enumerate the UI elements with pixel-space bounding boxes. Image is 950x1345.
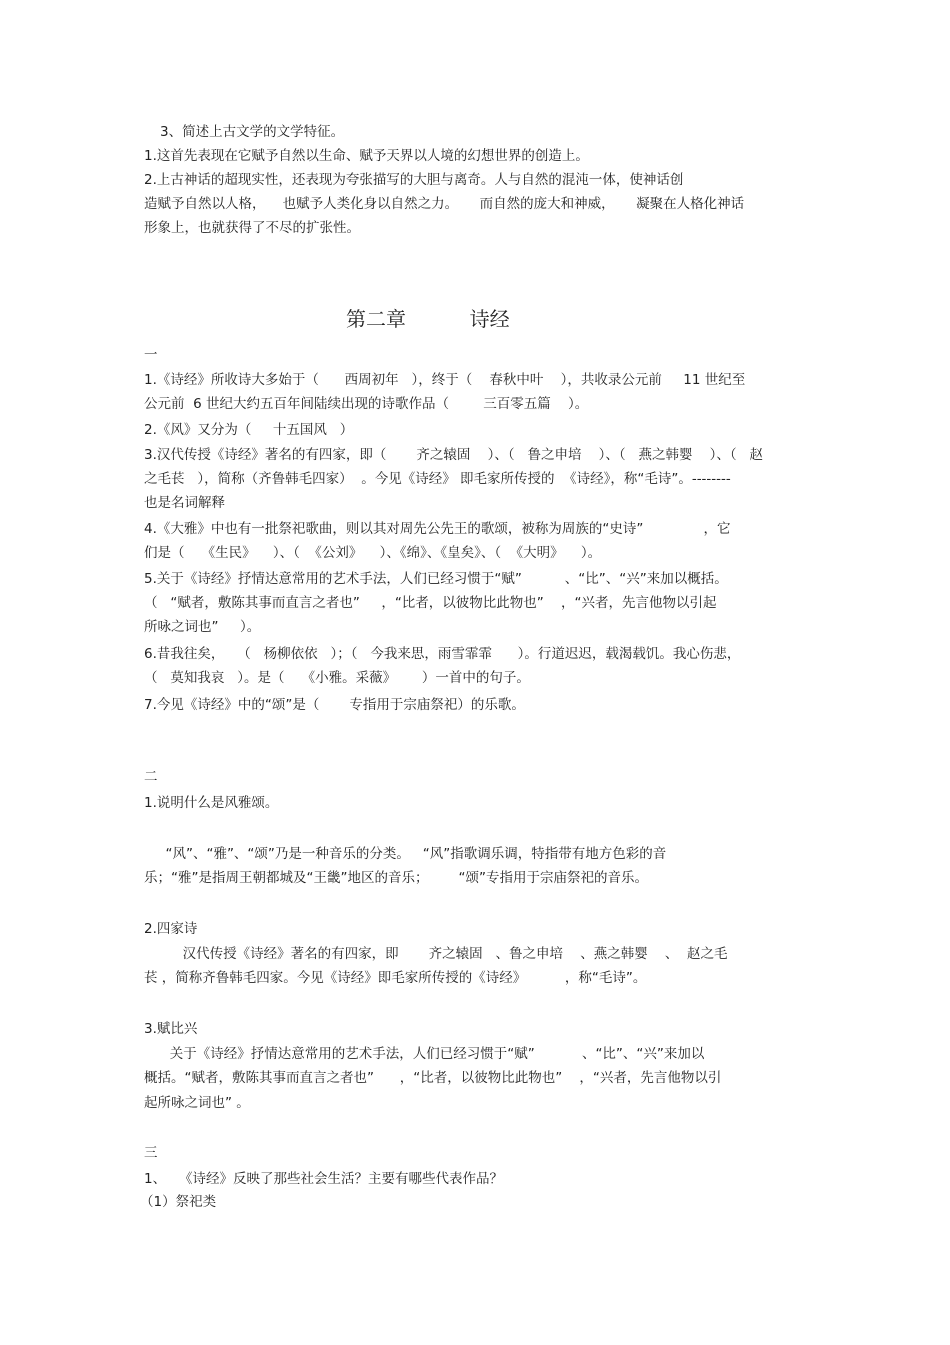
q1-body-line: 乐；“雅”是指周王朝都城及“王畿”地区的音乐； “颂”专指用于宗庙祭祀的音乐。 (144, 870, 649, 886)
part-one-line: 4.《大雅》中也有一批祭祀歌曲，则以其对周先公先王的歌颂，被称为周族的“史诗” ，它 (144, 521, 731, 537)
part-one-heading: 一 (144, 347, 158, 363)
q3-body-line: 关于《诗经》抒情达意常用的艺术手法，人们已经习惯于“赋” 、“比”、“兴”来加以 (144, 1046, 705, 1062)
part-three-line: （1）祭祀类 (140, 1194, 217, 1210)
top-line-4: 形象上，也就获得了不尽的扩张性。 (144, 220, 360, 236)
q3-body-line: 起所咏之词也” 。 (144, 1095, 250, 1111)
chapter-title: 第二章 诗经 (346, 307, 510, 331)
part-one-line: 1.《诗经》所收诗大多始于（ 西周初年 ），终于（ 春秋中叶 ），共收录公元前 11 世纪至 (144, 372, 746, 388)
part-one-line: 所咏之词也” ）。 (144, 619, 261, 635)
part-one-line: （ “赋者，敷陈其事而直言之者也” ，“比者，以彼物比此物也” ，“兴者，先言他物以引起 (144, 595, 717, 611)
top-line-3: 造赋予自然以人格， 也赋予人类化身以自然之力。 而自然的庞大和神威， 凝聚在人格化神话 (144, 196, 745, 212)
part-one-line: 也是名词解释 (144, 495, 225, 511)
part-one-line: 6.昔我往矣， （ 杨柳依依 ）；（ 今我来思，雨雪霏霏 ）。行道迟迟，载渴载饥。我心伤悲， (144, 646, 741, 662)
part-one-line: （ 莫知我哀 ）。是（ 《小雅。采薇》 ）一首中的句子。 (144, 670, 530, 686)
part-one-line: 之毛苌 ），简称（齐鲁韩毛四家） 。今见《诗经》 即毛家所传授的 《诗经》，称“毛诗”。-------- (144, 471, 731, 487)
top-question: 3、简述上古文学的文学特征。 (160, 124, 345, 140)
part-one-line: 公元前 6 世纪大约五百年间陆续出现的诗歌作品（ 三百零五篇 ）。 (144, 396, 589, 412)
q2-title: 2.四家诗 (144, 921, 198, 937)
top-line-2: 2.上古神话的超现实性，还表现为夸张描写的大胆与离奇。人与自然的混沌一体，使神话创 (144, 172, 684, 188)
part-one-line: 5.关于《诗经》抒情达意常用的艺术手法，人们已经习惯于“赋” 、“比”、“兴”来加以概括。 (144, 571, 728, 587)
q3-body-line: 概括。“赋者，敷陈其事而直言之者也” ，“比者，以彼物比此物也” ，“兴者，先言他物以引 (144, 1070, 722, 1086)
part-one-line: 7.今见《诗经》中的“颂”是（ 专指用于宗庙祭祀）的乐歌。 (144, 697, 525, 713)
q2-body-line: 汉代传授《诗经》著名的有四家，即 齐之辕固 、鲁之申培 、燕之韩婴 、 赵之毛 (144, 946, 728, 962)
part-two-heading: 二 (144, 769, 158, 785)
part-one-line: 3.汉代传授《诗经》著名的有四家，即（ 齐之辕固 ）、（ 鲁之申培 ）、（ 燕之韩婴 ）、（ 赵 (144, 447, 764, 463)
q1-body-line: “风”、“雅”、“颂”乃是一种音乐的分类。 “风”指歌调乐调，特指带有地方色彩的音 (144, 846, 667, 862)
q1-title: 1.说明什么是风雅颂。 (144, 795, 279, 811)
part-one-line: 2.《风》又分为（ 十五国风 ） (144, 422, 354, 438)
part-three-line: 1、 《诗经》反映了那些社会生活？主要有哪些代表作品？ (144, 1171, 503, 1187)
part-one-line: 们是（ 《生民》 ）、（ 《公刘》 ）、《绵》、《皇矣》、（ 《大明》 ）。 (144, 545, 602, 561)
q2-body-line: 苌 ，简称齐鲁韩毛四家。今见《诗经》即毛家所传授的《诗经》 ，称“毛诗”。 (144, 970, 647, 986)
top-line-1: 1.这首先表现在它赋予自然以生命、赋予天界以人境的幻想世界的创造上。 (144, 148, 589, 164)
q3-title: 3.赋比兴 (144, 1021, 198, 1037)
part-three-heading: 三 (144, 1145, 158, 1161)
